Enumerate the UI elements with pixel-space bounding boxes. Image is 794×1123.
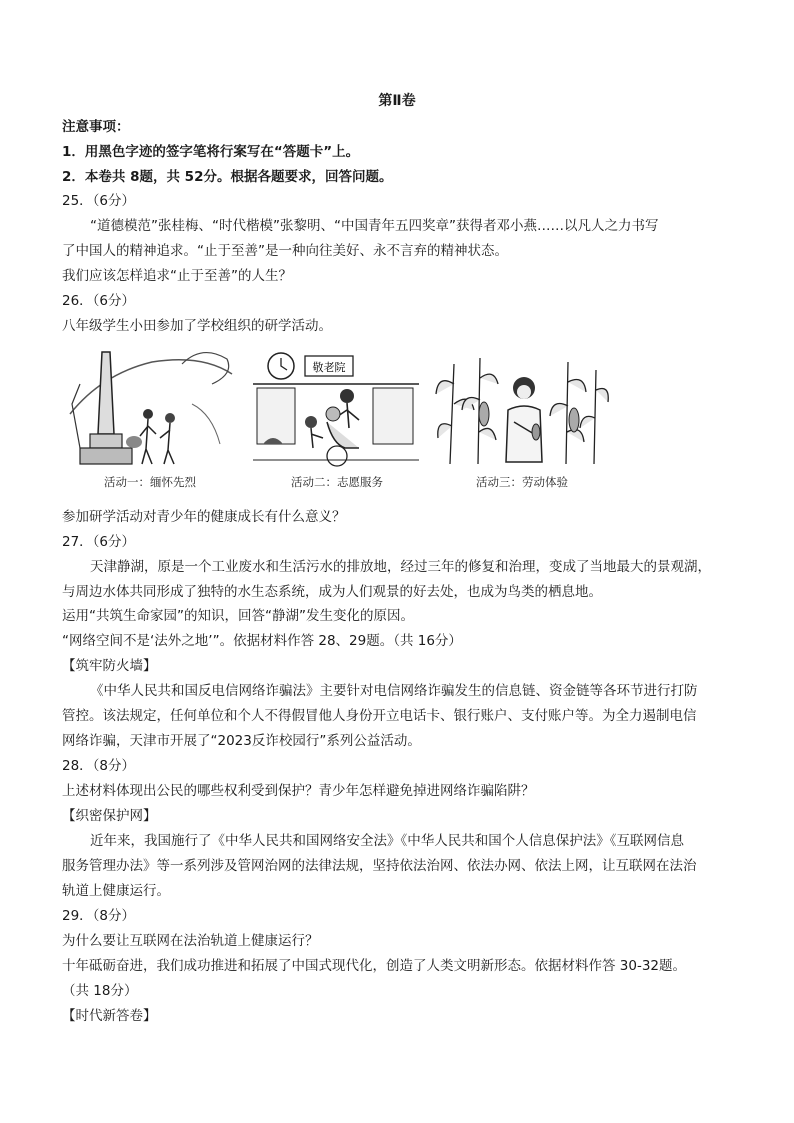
q26-intro: 八年级学生小田参加了学校组织的研学活动。 — [62, 318, 332, 334]
group-30-32-intro-line-2: （共 18分） — [62, 983, 138, 999]
heading-protection-net: 【织密保护网】 — [62, 808, 157, 824]
q25-material-line-2: 了中国人的精神追求。“止于至善”是一种向往美好、永不言弃的精神状态。 — [62, 243, 508, 259]
labor-drawing — [434, 344, 610, 472]
caption-activity-2: 活动二：志愿服务 — [291, 475, 383, 489]
q27-question: 运用“共筑生命家园”的知识，回答“静湖”发生变化的原因。 — [62, 608, 414, 624]
caption-activity-1: 活动一：缅怀先烈 — [104, 475, 196, 489]
q25-question: 我们应该怎样追求“止于至善”的人生？ — [62, 268, 292, 284]
material-net-line-2: 服务管理办法》等一系列涉及管网治网的法律法规，坚持依法治网、依法办网、依法上网，让互联网在法治 — [62, 858, 697, 874]
material-firewall-line-3: 网络诈骗，天津市开展了“2023反诈校园行”系列公益活动。 — [62, 733, 421, 749]
heading-firewall: 【筑牢防火墙】 — [62, 658, 157, 674]
q29-question: 为什么要让互联网在法治轨道上健康运行？ — [62, 933, 319, 949]
material-net-line-3: 轨道上健康运行。 — [62, 883, 170, 899]
memorial-drawing — [62, 344, 238, 472]
q26-question: 参加研学活动对青少年的健康成长有什么意义？ — [62, 509, 346, 525]
material-firewall-line-1: 《中华人民共和国反电信网络诈骗法》主要针对电信网络诈骗发生的信息链、资金链等各环节进行打防 — [90, 683, 698, 699]
activity-panel-memorial — [62, 344, 238, 496]
caption-activity-3: 活动三：劳动体验 — [476, 475, 568, 489]
section-title: 第Ⅱ卷 — [378, 93, 416, 109]
q26-label: 26．（6分） — [62, 293, 136, 309]
volunteer-drawing — [249, 344, 425, 472]
activity-panel-volunteer — [249, 344, 425, 496]
group-28-29-intro: “网络空间不是‘法外之地’”。依据材料作答 28、29题。（共 16分） — [62, 633, 462, 649]
nursing-home-sign: 敬老院 — [312, 361, 346, 374]
notes-heading: 注意事项： — [62, 119, 130, 135]
activity-panel-labor — [434, 344, 610, 496]
q27-material-line-2: 与周边水体共同形成了独特的水生态系统，成为人们观景的好去处，也成为鸟类的栖息地。 — [62, 584, 602, 600]
q27-label: 27．（6分） — [62, 534, 136, 550]
q28-label: 28．（8分） — [62, 758, 136, 774]
heading-new-answer: 【时代新答卷】 — [62, 1008, 157, 1024]
material-firewall-line-2: 管控。该法规定，任何单位和个人不得假冒他人身份开立电话卡、银行账户、支付账户等。为全力遏制电信 — [62, 708, 697, 724]
q25-label: 25．（6分） — [62, 193, 136, 209]
q28-question: 上述材料体现出公民的哪些权利受到保护？青少年怎样避免掉进网络诈骗陷阱？ — [62, 783, 535, 799]
group-30-32-intro-line-1: 十年砥砺奋进，我们成功推进和拓展了中国式现代化，创造了人类文明新形态。依据材料作答 30-32题。 — [62, 958, 687, 974]
note-item-1: 1．用黑色字迹的签字笔将行案写在“答题卡”上。 — [62, 144, 360, 160]
q29-label: 29．（8分） — [62, 908, 136, 924]
activity-illustration — [62, 344, 608, 496]
q27-material-line-1: 天津静湖，原是一个工业废水和生活污水的排放地，经过三年的修复和治理，变成了当地最大的景观湖， — [90, 559, 711, 575]
note-item-2: 2．本卷共 8题，共 52分。根据各题要求，回答问题。 — [62, 169, 393, 185]
material-net-line-1: 近年来，我国施行了《中华人民共和国网络安全法》《中华人民共和国个人信息保护法》《互联网信息 — [90, 833, 684, 849]
q25-material-line-1: “道德模范”张桂梅、“时代楷模”张黎明、“中国青年五四奖章”获得者邓小燕……以凡人之力书写 — [90, 218, 659, 234]
